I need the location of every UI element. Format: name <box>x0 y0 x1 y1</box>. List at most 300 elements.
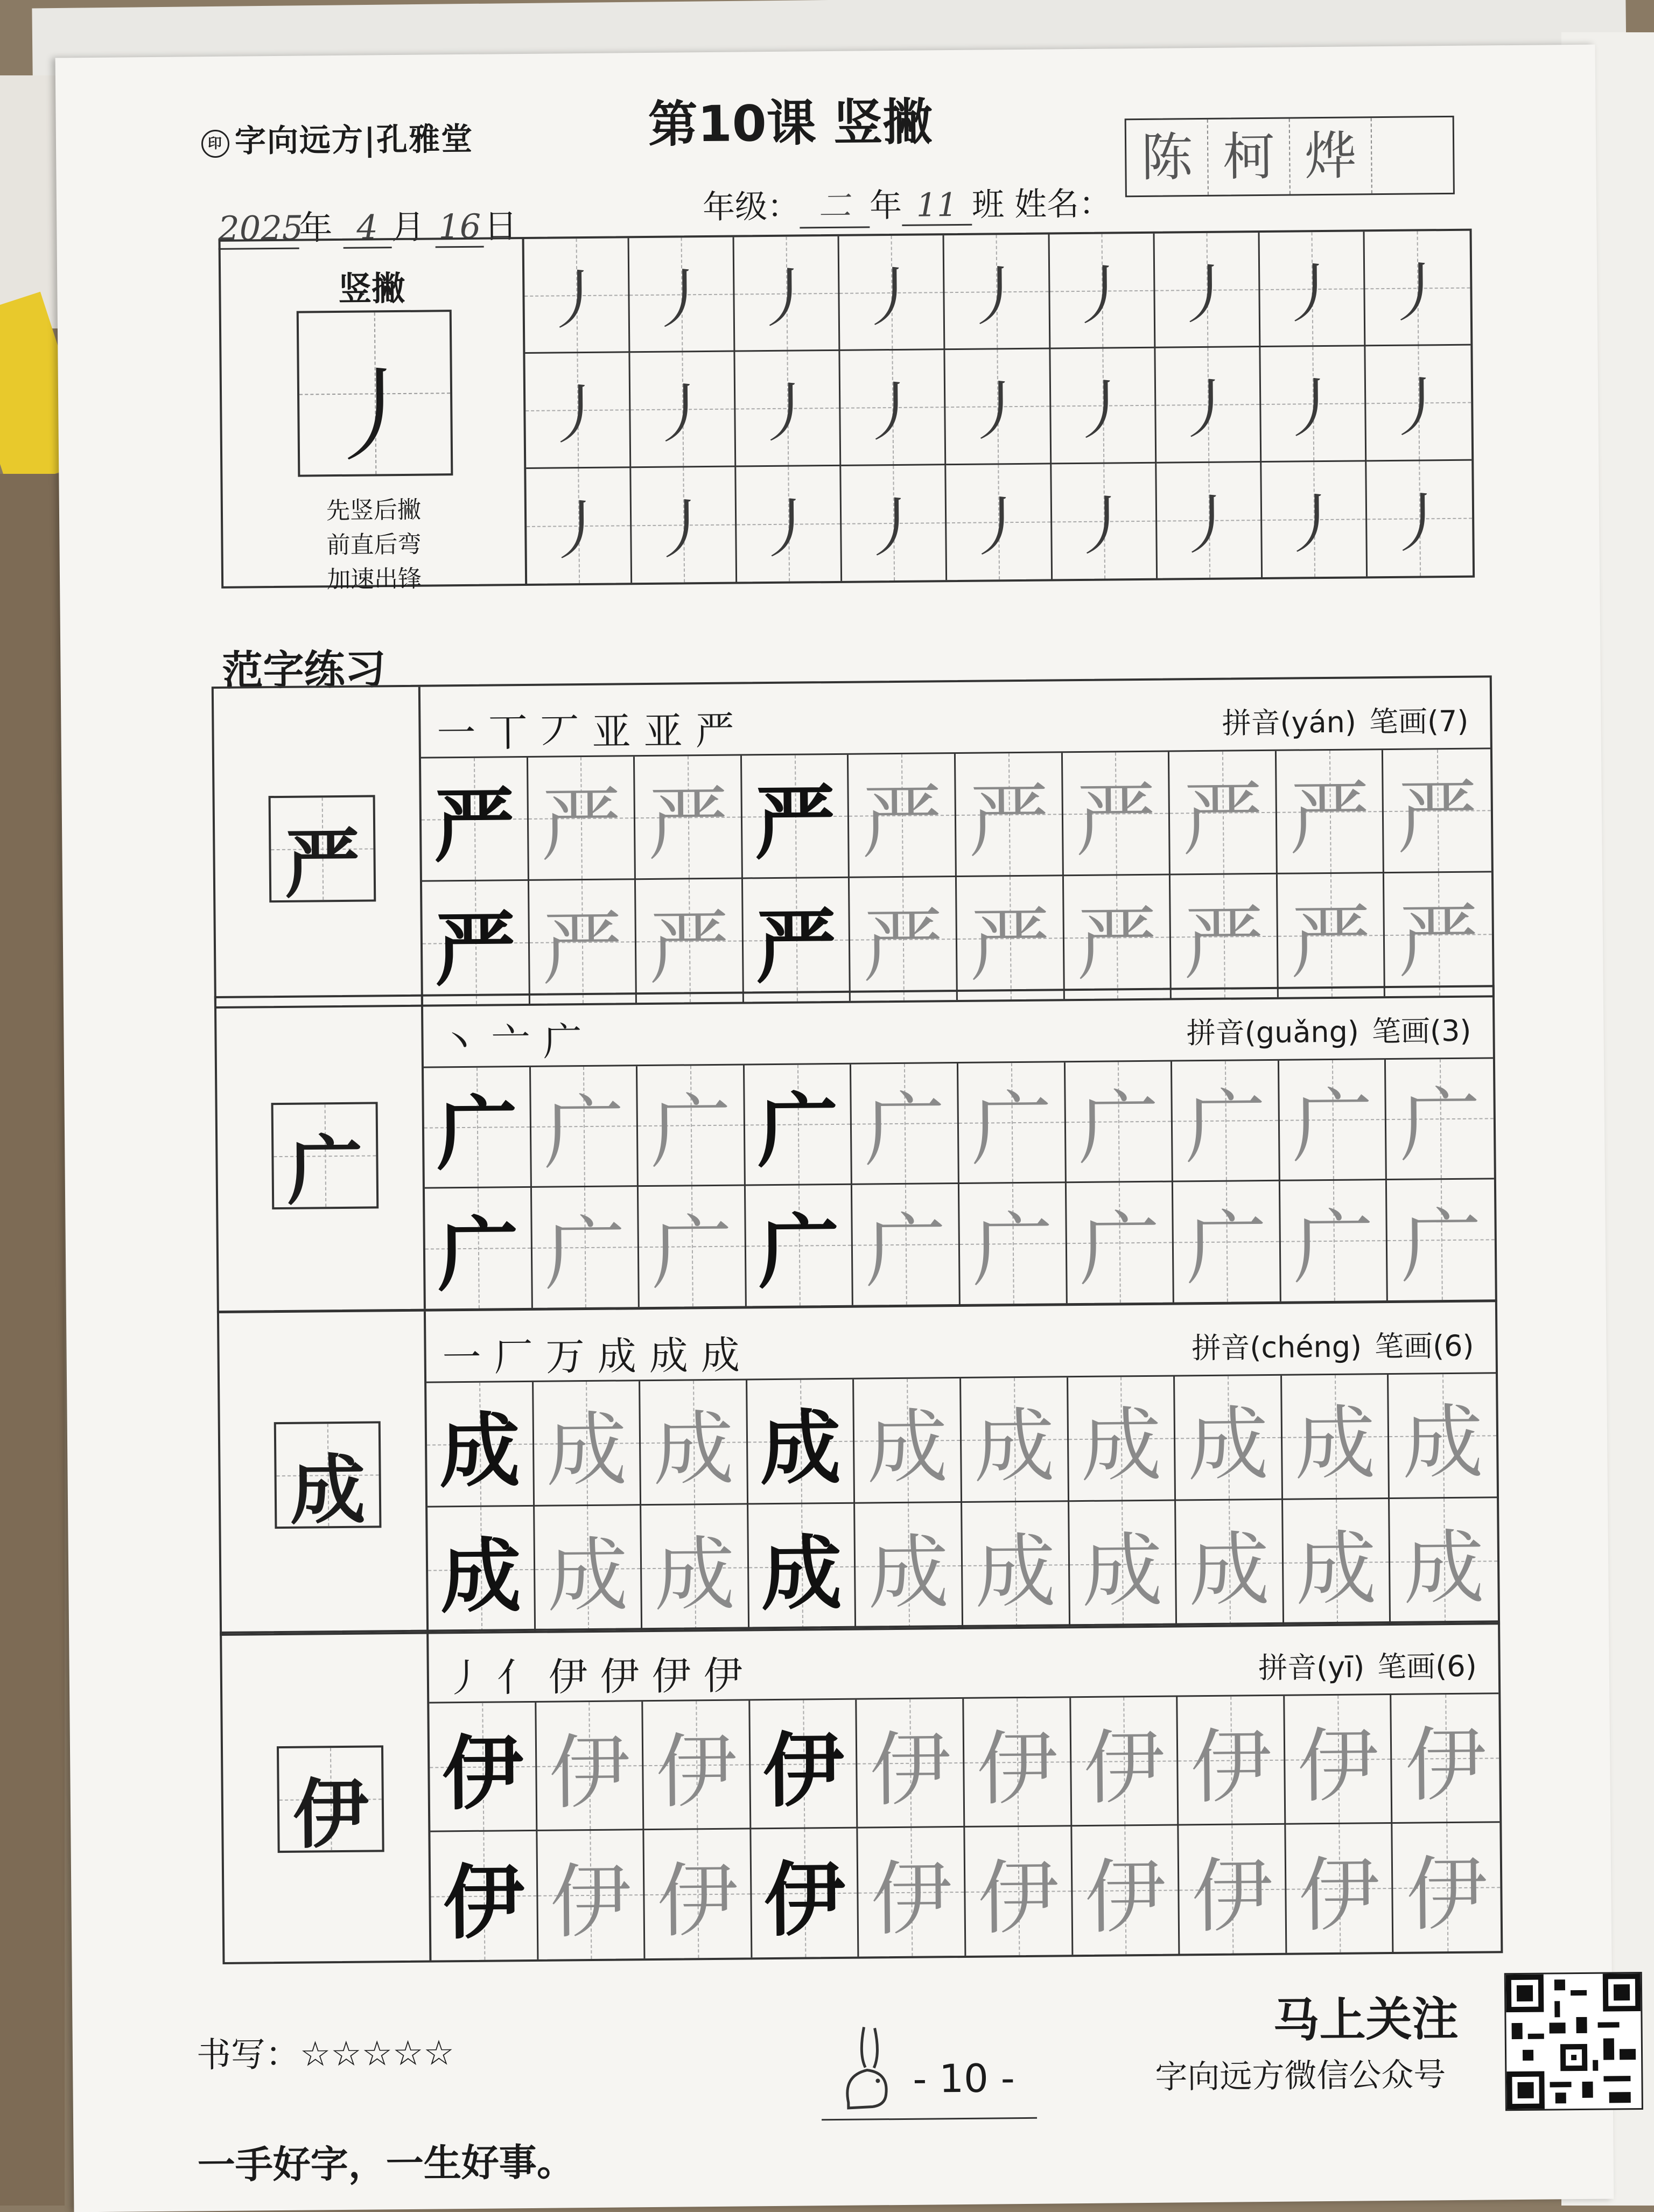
stroke-practice-cell <box>1155 347 1261 463</box>
practice-glyph: 丿 <box>755 376 821 452</box>
practice-glyph: 伊 <box>549 1726 630 1821</box>
char-practice-cell <box>851 1063 959 1185</box>
char-practice-cell <box>1390 1498 1498 1623</box>
practice-glyph: 丿 <box>650 493 717 569</box>
char-practice-cell <box>424 1067 532 1188</box>
stroke-order-row <box>423 987 1493 1068</box>
practice-glyph: 伊 <box>441 1725 523 1822</box>
name-char: 柯 <box>1208 119 1291 195</box>
stroke-order-step: 亚 <box>643 708 696 754</box>
char-practice-cell <box>637 1065 746 1186</box>
char-practice-cell <box>961 1377 1069 1503</box>
practice-glyph: 广 <box>1399 1079 1481 1174</box>
practice-glyph: 严 <box>540 778 622 873</box>
stroke-practice-cell <box>1154 233 1260 348</box>
char-practice-cell <box>743 878 851 1002</box>
stroke-practice-cell <box>947 464 1053 580</box>
char-practice-cell <box>426 1382 535 1508</box>
char-practice-cell <box>1282 1375 1390 1500</box>
class-info: 年级： 二 年 11 班 姓名： <box>703 178 1112 229</box>
stroke-order-step: 广 <box>543 1018 595 1065</box>
practice-glyph: 丿 <box>649 262 714 338</box>
practice-glyph: 伊 <box>656 1854 739 1949</box>
char-sample-box <box>274 1421 382 1535</box>
motto: 一手好字，一生好事。 <box>197 2140 575 2188</box>
char-practice-cell <box>427 1507 536 1632</box>
practice-glyph: 成 <box>867 1525 950 1620</box>
stroke-order-step: 亻 <box>496 1654 549 1700</box>
practice-glyph: 丿 <box>859 260 924 336</box>
char-practice-cell <box>1066 1182 1174 1303</box>
practice-glyph: 严 <box>434 901 516 998</box>
char-practice-cell <box>747 1380 856 1505</box>
char-sample-glyph: 成 <box>290 1446 366 1535</box>
practice-glyph: 伊 <box>655 1725 738 1819</box>
stroke-practice-cell <box>944 234 1050 350</box>
pinyin: (yán) <box>1280 705 1357 740</box>
practice-glyph: 广 <box>1400 1200 1482 1295</box>
stroke-practice-cell <box>630 352 737 468</box>
practice-glyph: 成 <box>440 1528 522 1624</box>
pinyin-strokes-info <box>1258 1643 1477 1687</box>
char-sample-column <box>219 1312 429 1634</box>
practice-glyph: 广 <box>544 1207 626 1302</box>
stroke-order-step: 丅 <box>488 709 541 755</box>
practice-glyph: 成 <box>973 1399 1055 1494</box>
practice-glyph: 严 <box>862 899 944 994</box>
practice-glyph: 伊 <box>1191 1849 1273 1944</box>
practice-glyph: 成 <box>975 1524 1056 1620</box>
char-practice-cell <box>850 877 958 1001</box>
stroke-order-step: 亠 <box>491 1019 543 1065</box>
char-practice-cell <box>1278 873 1386 997</box>
stroke-practice-cell <box>1365 346 1471 461</box>
char-sample-column <box>216 997 426 1311</box>
char-practice-cell <box>534 1381 642 1507</box>
practice-glyph: 丿 <box>544 263 609 339</box>
stroke-practice-cell <box>734 236 840 352</box>
practice-glyph: 伊 <box>1190 1720 1272 1815</box>
practice-glyph: 丿 <box>1174 257 1239 333</box>
practice-glyph: 伊 <box>443 1854 525 1951</box>
practice-glyph: 伊 <box>870 1852 952 1947</box>
char-sample-glyph: 广 <box>286 1126 363 1216</box>
practice-glyph: 广 <box>1077 1081 1160 1177</box>
char-practice-cell <box>858 1827 966 1956</box>
char-practice-cell <box>962 1502 1070 1627</box>
name-char: 烨 <box>1290 118 1372 194</box>
name-char <box>1372 117 1453 193</box>
practice-glyph: 成 <box>759 1400 842 1496</box>
practice-glyph: 丿 <box>965 374 1031 450</box>
char-practice-cell <box>1384 872 1492 996</box>
name-char: 陈 <box>1126 120 1209 195</box>
practice-glyph: 广 <box>864 1083 946 1178</box>
stroke-order-step: 亚 <box>592 709 644 754</box>
practice-glyph: 伊 <box>1298 1848 1380 1943</box>
practice-glyph: 丿 <box>755 492 822 568</box>
strokes: (3) <box>1429 1013 1471 1048</box>
date-month: 4 <box>343 207 392 249</box>
stroke-order-step: 伊 <box>703 1653 756 1699</box>
practice-glyph: 丿 <box>1070 373 1136 449</box>
char-practice-cell <box>857 1699 965 1828</box>
char-practice-cell <box>429 1703 537 1832</box>
practice-glyph: 严 <box>1289 895 1372 990</box>
practice-glyph: 伊 <box>1406 1847 1488 1942</box>
strokes-label: 笔画 <box>1377 1649 1436 1684</box>
practice-glyph: 成 <box>1295 1522 1377 1617</box>
char-practice-cell <box>641 1504 749 1630</box>
char-sample-box <box>277 1745 384 1859</box>
background-table-edge <box>0 474 65 2206</box>
rabbit-icon <box>826 2021 908 2119</box>
stroke-practice-cell <box>1157 463 1263 578</box>
practice-glyph: 严 <box>1076 897 1158 992</box>
pinyin-label: 拼音 <box>1258 1650 1317 1685</box>
char-practice-cell <box>537 1830 646 1959</box>
stroke-order-sequence <box>442 1324 753 1382</box>
practice-glyph: 丿 <box>861 491 927 566</box>
char-practice-cell <box>1071 1697 1179 1826</box>
stroke-practice-cell <box>945 349 1052 465</box>
stroke-practice-cell <box>1049 234 1155 349</box>
practice-glyph: 丿 <box>1281 487 1347 563</box>
char-practice-cell <box>531 1066 639 1187</box>
pinyin-strokes-info <box>1222 698 1469 742</box>
practice-glyph: 伊 <box>1084 1850 1166 1945</box>
stroke-practice-cell <box>1364 231 1470 347</box>
char-sample-glyph: 严 <box>284 820 361 909</box>
stroke-practice-cell <box>1050 348 1157 464</box>
stroke-practice-cell <box>631 467 737 583</box>
practice-glyph: 严 <box>755 899 837 995</box>
stroke-order-step: 成 <box>597 1333 650 1379</box>
practice-glyph: 严 <box>1288 772 1371 866</box>
practice-glyph: 伊 <box>977 1851 1060 1946</box>
stroke-order-step: 丶 <box>439 1019 492 1066</box>
practice-glyph: 严 <box>1075 773 1157 868</box>
practice-glyph: 伊 <box>1405 1718 1487 1813</box>
char-practice-cell <box>959 1183 1068 1304</box>
practice-glyph: 伊 <box>762 1723 844 1818</box>
practice-glyph: 广 <box>1078 1202 1161 1298</box>
qr-code[interactable] <box>1504 1972 1643 2111</box>
practice-glyph: 广 <box>1185 1081 1266 1175</box>
char-practice-cell <box>1393 1823 1501 1952</box>
stroke-order-step: 一 <box>442 1334 495 1381</box>
practice-glyph: 严 <box>541 902 623 997</box>
stroke-practice-cell <box>1052 463 1158 579</box>
char-practice-cell <box>1175 1376 1283 1501</box>
practice-glyph: 丿 <box>754 261 819 337</box>
char-practice-cell <box>640 1380 748 1506</box>
practice-glyph: 严 <box>647 777 729 872</box>
char-practice-cell <box>1383 749 1491 873</box>
date-year: 2025 <box>218 208 299 250</box>
practice-glyph: 成 <box>1294 1397 1376 1492</box>
char-practice-cell <box>1389 1374 1497 1499</box>
char-practice-cell <box>1169 751 1278 875</box>
practice-glyph: 丿 <box>1176 488 1242 564</box>
char-practice-block <box>217 1300 1500 1636</box>
char-practice-cell <box>1178 1696 1286 1825</box>
char-practice-cell <box>1072 1825 1180 1955</box>
char-practice-cell <box>751 1828 859 1957</box>
strokes: (7) <box>1427 704 1469 739</box>
practice-glyph: 伊 <box>1297 1719 1379 1814</box>
stroke-name: 竖撇 <box>338 268 405 309</box>
brand-logo: 印 字向远方|孔雅堂 <box>201 114 474 161</box>
practice-glyph: 严 <box>1182 772 1264 867</box>
stroke-practice-cell <box>839 235 945 351</box>
practice-glyph: 丿 <box>860 375 926 451</box>
stroke-info <box>221 239 528 594</box>
char-practice-cell <box>1277 750 1385 874</box>
pinyin-strokes-info <box>1186 1008 1471 1052</box>
practice-glyph: 严 <box>433 778 515 874</box>
stroke-practice-cell <box>735 351 842 467</box>
name-grid <box>1125 116 1455 197</box>
pinyin-label: 拼音 <box>1192 1331 1250 1366</box>
char-practice-cell <box>1066 1062 1174 1183</box>
stroke-practice-cell <box>736 466 842 582</box>
practice-glyph: 丿 <box>1387 486 1453 562</box>
stroke-order-sequence <box>437 699 747 758</box>
practice-glyph: 伊 <box>869 1723 951 1818</box>
char-practice-cell <box>644 1829 753 1958</box>
stroke-tips: 先竖后撇 前直后弯 加速出锋 <box>326 496 422 594</box>
stroke-order-step: 严 <box>695 708 748 754</box>
char-practice-cell <box>1386 1059 1494 1180</box>
char-practice-cell <box>750 1700 858 1829</box>
char-practice-cell <box>1172 1061 1280 1182</box>
class-value: 11 <box>902 186 972 226</box>
strokes-label: 笔画 <box>1369 704 1428 739</box>
pinyin-label: 拼音 <box>1186 1016 1245 1051</box>
stroke-practice-cell <box>1261 461 1368 577</box>
stroke-order-row <box>429 1622 1498 1703</box>
char-practice-cell <box>1283 1499 1391 1625</box>
practice-glyph: 丿 <box>1386 370 1452 446</box>
stroke-order-sequence <box>445 1644 755 1703</box>
stroke-order-step: 伊 <box>651 1653 704 1699</box>
pinyin: (chéng) <box>1250 1329 1362 1365</box>
worksheet-page <box>55 45 1614 2212</box>
rating-stars: ☆☆☆☆☆ <box>299 2033 455 2075</box>
practice-glyph: 丿 <box>1069 258 1134 334</box>
stroke-demo-glyph: 丿 <box>323 356 427 477</box>
char-sample-glyph: 伊 <box>292 1770 369 1859</box>
practice-glyph: 广 <box>650 1085 732 1180</box>
practice-glyph: 广 <box>543 1086 625 1181</box>
practice-glyph: 严 <box>648 901 730 996</box>
practice-glyph: 丿 <box>966 490 1032 566</box>
stroke-practice-box <box>219 229 1475 594</box>
char-practice-cell <box>1279 1060 1387 1181</box>
char-practice-grid <box>426 1374 1498 1632</box>
strokes: (6) <box>1432 1328 1474 1363</box>
practice-glyph: 成 <box>1403 1521 1485 1616</box>
practice-glyph: 丿 <box>545 493 611 569</box>
char-practice-cell <box>958 1062 1067 1184</box>
char-practice-cell <box>1173 1181 1281 1302</box>
char-practice-cell <box>1176 1500 1284 1626</box>
pinyin: (yī) <box>1316 1650 1365 1685</box>
practice-glyph: 成 <box>866 1401 949 1495</box>
char-practice-cell <box>742 755 850 879</box>
pinyin-strokes-info <box>1192 1323 1474 1367</box>
stroke-order-step: 万 <box>545 1333 598 1380</box>
char-practice-cell <box>1286 1824 1394 1953</box>
stroke-order-step: 伊 <box>600 1653 653 1699</box>
writing-rating: 书写：☆☆☆☆☆ <box>196 2033 455 2076</box>
char-practice-cell <box>852 1184 961 1305</box>
stroke-order-sequence <box>439 1010 595 1068</box>
practice-glyph: 广 <box>971 1082 1053 1178</box>
stroke-order-row <box>420 677 1490 758</box>
stroke-practice-grid <box>524 231 1473 584</box>
char-practice-cell <box>1179 1824 1287 1954</box>
char-practice-cell <box>1392 1694 1500 1823</box>
char-practice-cell <box>1171 874 1279 998</box>
stroke-order-step: 一 <box>437 710 489 756</box>
section-title: 范字练习 <box>222 645 386 695</box>
practice-glyph: 丿 <box>1071 489 1137 565</box>
stroke-practice-cell <box>525 353 631 469</box>
char-practice-block <box>212 675 1495 1009</box>
practice-glyph: 广 <box>865 1205 947 1299</box>
stroke-practice-cell <box>629 237 735 353</box>
strokes: (6) <box>1435 1649 1477 1684</box>
practice-glyph: 成 <box>439 1403 521 1499</box>
practice-glyph: 广 <box>1292 1201 1375 1296</box>
stroke-demo-grid <box>297 310 453 477</box>
char-sample-column <box>214 687 423 1006</box>
page-number: - 10 - <box>913 2055 1015 2102</box>
char-practice-cell <box>849 754 957 878</box>
char-practice-cell <box>746 1185 854 1306</box>
practice-glyph: 丿 <box>544 378 611 454</box>
date-day: 16 <box>436 207 485 248</box>
char-practice-cell <box>536 1702 644 1831</box>
stroke-order-step: 丆 <box>540 709 592 755</box>
char-practice-cell <box>639 1186 747 1307</box>
char-practice-block <box>220 1620 1503 1964</box>
practice-glyph: 广 <box>436 1086 518 1182</box>
char-practice-cell <box>635 755 743 879</box>
practice-glyph: 伊 <box>976 1722 1058 1817</box>
char-practice-cell <box>1285 1695 1393 1824</box>
practice-glyph: 成 <box>1187 1397 1269 1493</box>
stroke-order-step: 丿 <box>445 1655 497 1701</box>
practice-glyph: 成 <box>653 1402 734 1497</box>
pinyin: (guǎng) <box>1244 1014 1359 1050</box>
char-practice-cell <box>1069 1501 1178 1626</box>
stroke-practice-cell <box>1260 347 1366 463</box>
practice-glyph: 广 <box>972 1203 1054 1299</box>
char-practice-cell <box>430 1831 538 1960</box>
practice-glyph: 广 <box>758 1205 840 1300</box>
qr-code-icon <box>1506 1973 1642 2109</box>
practice-glyph: 丿 <box>1175 372 1240 448</box>
char-practice-grid <box>424 1059 1495 1308</box>
practice-glyph: 成 <box>546 1528 629 1623</box>
char-practice-cell <box>855 1503 963 1628</box>
char-practice-block <box>214 985 1497 1313</box>
practice-glyph: 广 <box>1186 1202 1267 1297</box>
char-sample-column <box>222 1632 431 1962</box>
char-sample-box <box>269 795 376 909</box>
practice-glyph: 丿 <box>1385 256 1450 332</box>
stroke-order-step: 成 <box>649 1333 702 1379</box>
char-practice-cell <box>529 880 637 1004</box>
char-practice-cell <box>535 1506 643 1631</box>
practice-glyph: 严 <box>969 898 1051 993</box>
practice-glyph: 丿 <box>1280 372 1345 447</box>
pinyin-label: 拼音 <box>1222 705 1280 740</box>
lesson-title: 第10课 竖撇 <box>648 93 933 153</box>
stroke-practice-cell <box>842 465 948 581</box>
char-practice-cell <box>532 1187 640 1308</box>
char-practice-cell <box>1387 1179 1495 1300</box>
practice-glyph: 伊 <box>1083 1721 1165 1816</box>
practice-glyph: 丿 <box>964 259 1029 335</box>
practice-glyph: 成 <box>761 1525 843 1621</box>
practice-glyph: 严 <box>968 774 1050 869</box>
practice-glyph: 伊 <box>550 1855 632 1950</box>
char-sample-box <box>271 1102 379 1216</box>
practice-glyph: 伊 <box>763 1852 845 1948</box>
stroke-order-row <box>426 1302 1496 1383</box>
strokes-label: 笔画 <box>1374 1329 1433 1364</box>
char-practice-cell <box>1280 1180 1389 1301</box>
practice-glyph: 丿 <box>649 377 716 453</box>
practice-glyph: 广 <box>437 1207 519 1303</box>
char-practice-cell <box>421 758 529 881</box>
practice-glyph: 成 <box>1188 1523 1270 1618</box>
stroke-practice-cell <box>1259 232 1365 347</box>
char-practice-cell <box>425 1187 533 1308</box>
practice-glyph: 成 <box>1081 1524 1164 1619</box>
wechat-account-label: 字向远方微信公众号 <box>1155 2056 1446 2096</box>
char-practice-cell <box>965 1826 1073 1956</box>
practice-glyph: 严 <box>1397 894 1480 989</box>
stroke-practice-cell <box>524 238 630 354</box>
practice-glyph: 严 <box>1183 896 1265 991</box>
practice-glyph: 成 <box>1080 1398 1162 1494</box>
practice-glyph: 丿 <box>1279 256 1344 332</box>
strokes-label: 笔画 <box>1371 1014 1431 1049</box>
follow-heading: 马上关注 <box>1273 1992 1459 2048</box>
char-practice-cell <box>745 1065 853 1186</box>
char-practice-cell <box>957 876 1065 1000</box>
char-practice-cell <box>854 1378 962 1504</box>
practice-glyph: 成 <box>545 1403 628 1498</box>
practice-glyph: 成 <box>1402 1396 1484 1490</box>
practice-glyph: 严 <box>861 775 943 870</box>
char-practice-cell <box>1063 752 1171 876</box>
date-line: 2025年 4 月 16日 <box>218 199 517 250</box>
practice-glyph: 严 <box>754 775 836 871</box>
stroke-practice-cell <box>526 468 632 584</box>
grade-value: 二 <box>800 180 870 228</box>
char-practice-cell <box>636 879 744 1003</box>
practice-glyph: 广 <box>1291 1080 1373 1174</box>
char-practice-cell <box>422 880 530 1004</box>
practice-glyph: 严 <box>1396 771 1478 865</box>
char-practice-cell <box>1064 875 1172 999</box>
